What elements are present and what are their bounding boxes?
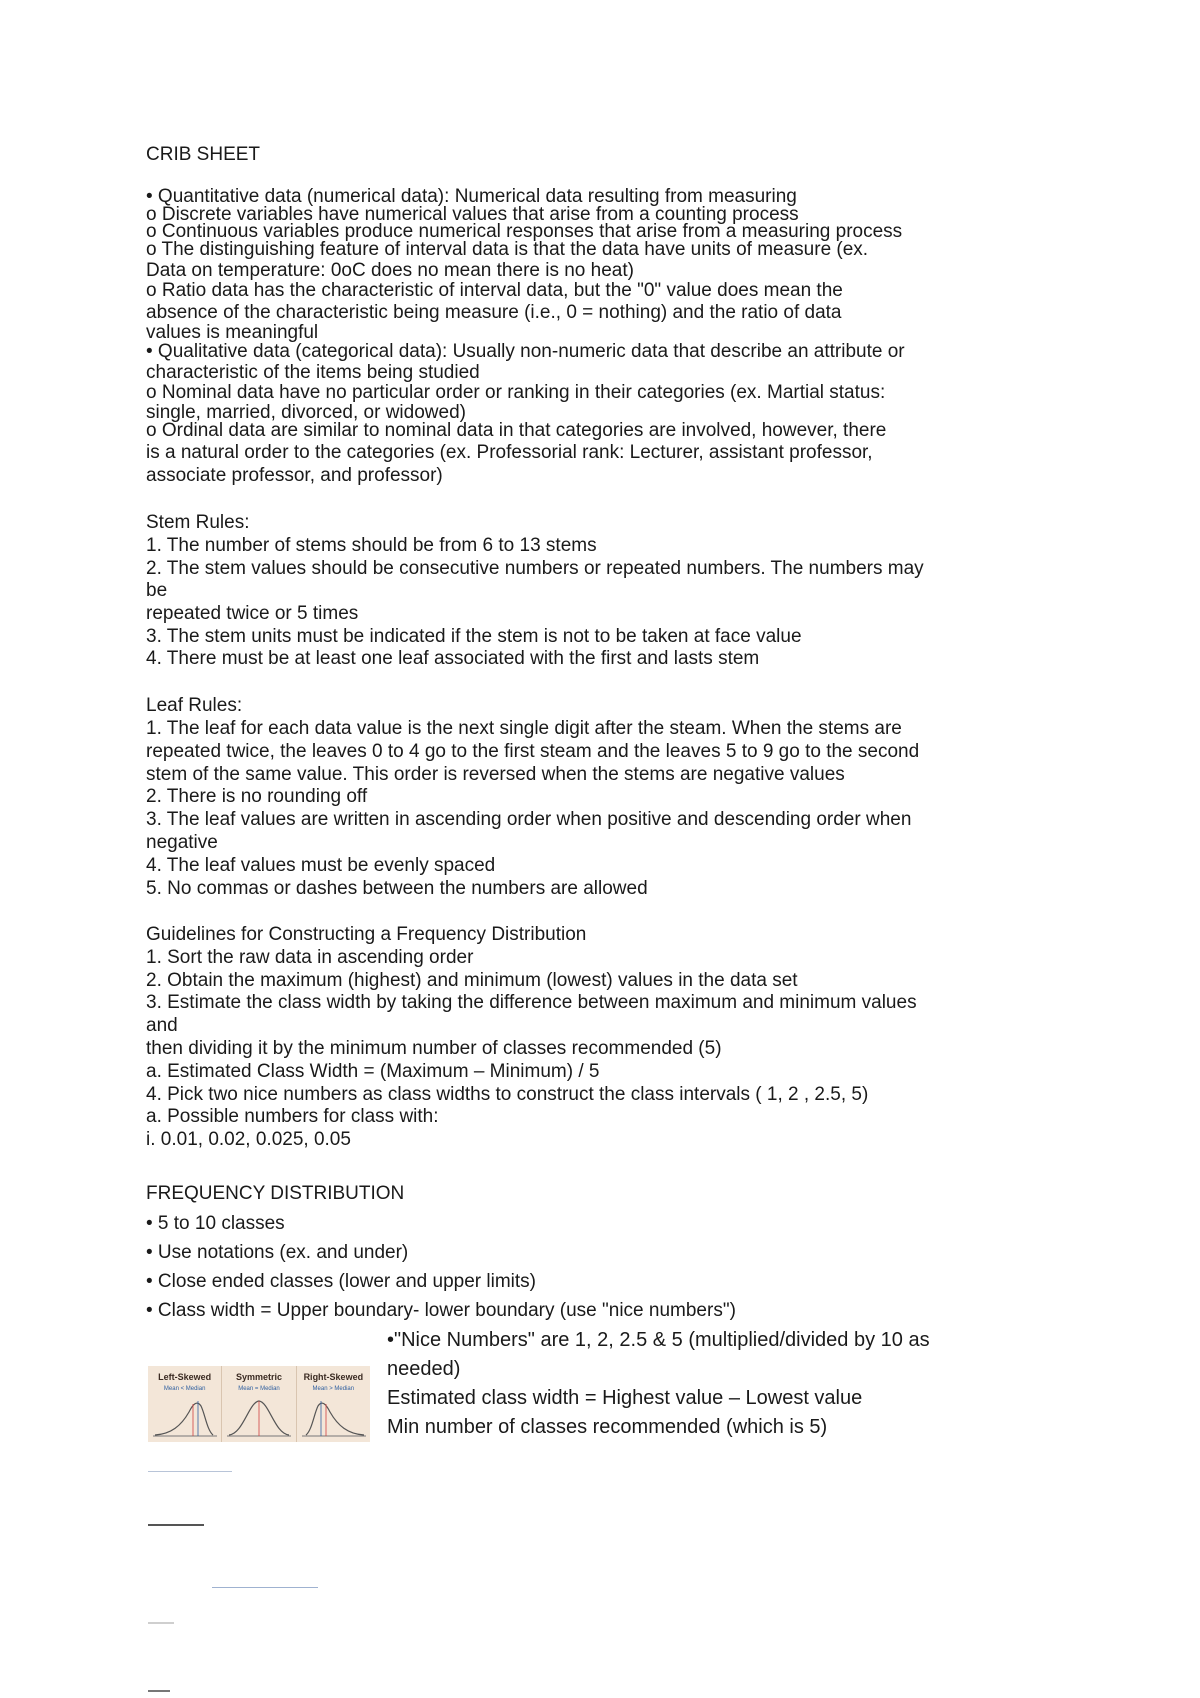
left-skewed-curve-icon [151,1396,219,1438]
text-line: then dividing it by the minimum number of classes recommended (5) [146,1038,722,1059]
panel-caption: Mean > Median [312,1386,355,1392]
text-line: a. Estimated Class Width = (Maximum – Minimum) / 5 [146,1061,600,1082]
text-line: 3. The stem units must be indicated if the stem is not to be taken at face value [146,626,802,647]
text-line: Estimated class width = Highest value – Lowest value [387,1387,863,1409]
bullet-item: • Class width = Upper boundary- lower boundary (use "nice numbers") [146,1300,736,1321]
bullet-item: • Close ended classes (lower and upper limits) [146,1271,536,1292]
panel-title: Symmetric [235,1372,282,1382]
text-line: 4. Pick two nice numbers as class widths to construct the class intervals ( 1, 2 , 2.5, 5) [146,1084,869,1105]
text-line: o Continuous variables produce numerical responses that arise from a measuring process [146,221,903,242]
text-line: o The distinguishing feature of interval data is that the data have units of measure (ex. [146,239,869,260]
panel-caption: Mean < Median [163,1386,206,1392]
text-line: o Nominal data have no particular order or ranking in their categories (ex. Martial status: [146,382,886,403]
symmetric-curve-icon [225,1396,293,1438]
text-line: Min number of classes recommended (which is 5) [387,1416,828,1438]
text-line: negative [146,832,218,853]
text-line: needed) [387,1358,461,1380]
divider [148,1471,232,1472]
text-line: 4. There must be at least one leaf associated with the first and lasts stem [146,648,760,669]
text-line: absence of the characteristic being measure (i.e., 0 = nothing) and the ratio of data [146,302,842,323]
panel-caption: Mean = Median [238,1386,280,1392]
text-line: 3. Estimate the class width by taking the difference between maximum and minimum values [146,992,917,1013]
text-line: 1. Sort the raw data in ascending order [146,947,474,968]
text-line: o Ordinal data are similar to nominal data in that categories are involved, however, there [146,420,887,441]
text-line: single, married, divorced, or widowed) [146,402,466,423]
section-heading: FREQUENCY DISTRIBUTION [146,1183,405,1204]
figure-panel-right-skewed [297,1366,370,1442]
text-line: 2. Obtain the maximum (highest) and minimum (lowest) values in the data set [146,970,798,991]
panel-title: Left-Skewed [158,1372,212,1382]
text-line: 1. The leaf for each data value is the next single digit after the steam. When the stems are [146,718,902,739]
text-line: 1. The number of stems should be from 6 to 13 stems [146,535,597,556]
text-line: characteristic of the items being studied [146,362,480,383]
section-heading: Guidelines for Constructing a Frequency Distribution [146,924,587,945]
bullet-item: • Use notations (ex. and under) [146,1242,409,1263]
section-heading: Leaf Rules: [146,695,243,716]
divider [148,1622,174,1624]
text-line: i. 0.01, 0.02, 0.025, 0.05 [146,1129,351,1150]
text-line: •"Nice Numbers" are 1, 2, 2.5 & 5 (multiplied/divided by 10 as [387,1329,930,1351]
divider [148,1524,204,1526]
text-line: Data on temperature: 0oC does no mean there is no heat) [146,260,634,281]
text-line: a. Possible numbers for class with: [146,1106,439,1127]
panel-title: Right-Skewed [303,1372,364,1382]
section-heading: Stem Rules: [146,512,250,533]
text-line: be [146,580,168,601]
text-line: repeated twice or 5 times [146,603,359,624]
text-line: repeated twice, the leaves 0 to 4 go to the first steam and the leaves 5 to 9 go to the second [146,741,920,762]
text-line: o Discrete variables have numerical values that arise from a counting process [146,204,799,225]
right-skewed-curve-icon [300,1396,368,1438]
text-line: 4. The leaf values must be evenly spaced [146,855,496,876]
text-line: associate professor, and professor) [146,465,443,486]
figure-panel-left-skewed [148,1366,222,1442]
text-line: 3. The leaf values are written in ascending order when positive and descending order when [146,809,912,830]
document-title: CRIB SHEET [146,144,261,165]
divider [148,1690,170,1692]
text-line: 5. No commas or dashes between the numbers are allowed [146,878,648,899]
text-line: stem of the same value. This order is reversed when the stems are negative values [146,764,845,785]
divider [212,1587,318,1588]
text-line: is a natural order to the categories (ex. Professorial rank: Lecturer, assistant professor, [146,442,873,463]
skewness-figure [148,1366,370,1442]
bullet-item: • 5 to 10 classes [146,1213,285,1234]
text-line: • Qualitative data (categorical data): Usually non-numeric data that describe an attribute or [146,341,905,362]
text-line: 2. The stem values should be consecutive numbers or repeated numbers. The numbers may [146,558,924,579]
text-line: 2. There is no rounding off [146,786,368,807]
text-line: o Ratio data has the characteristic of interval data, but the "0" value does mean the [146,280,843,301]
figure-panel-symmetric [222,1366,296,1442]
text-line: • Quantitative data (numerical data): Numerical data resulting from measuring [146,186,797,207]
text-line: and [146,1015,178,1036]
text-line: values is meaningful [146,322,319,343]
